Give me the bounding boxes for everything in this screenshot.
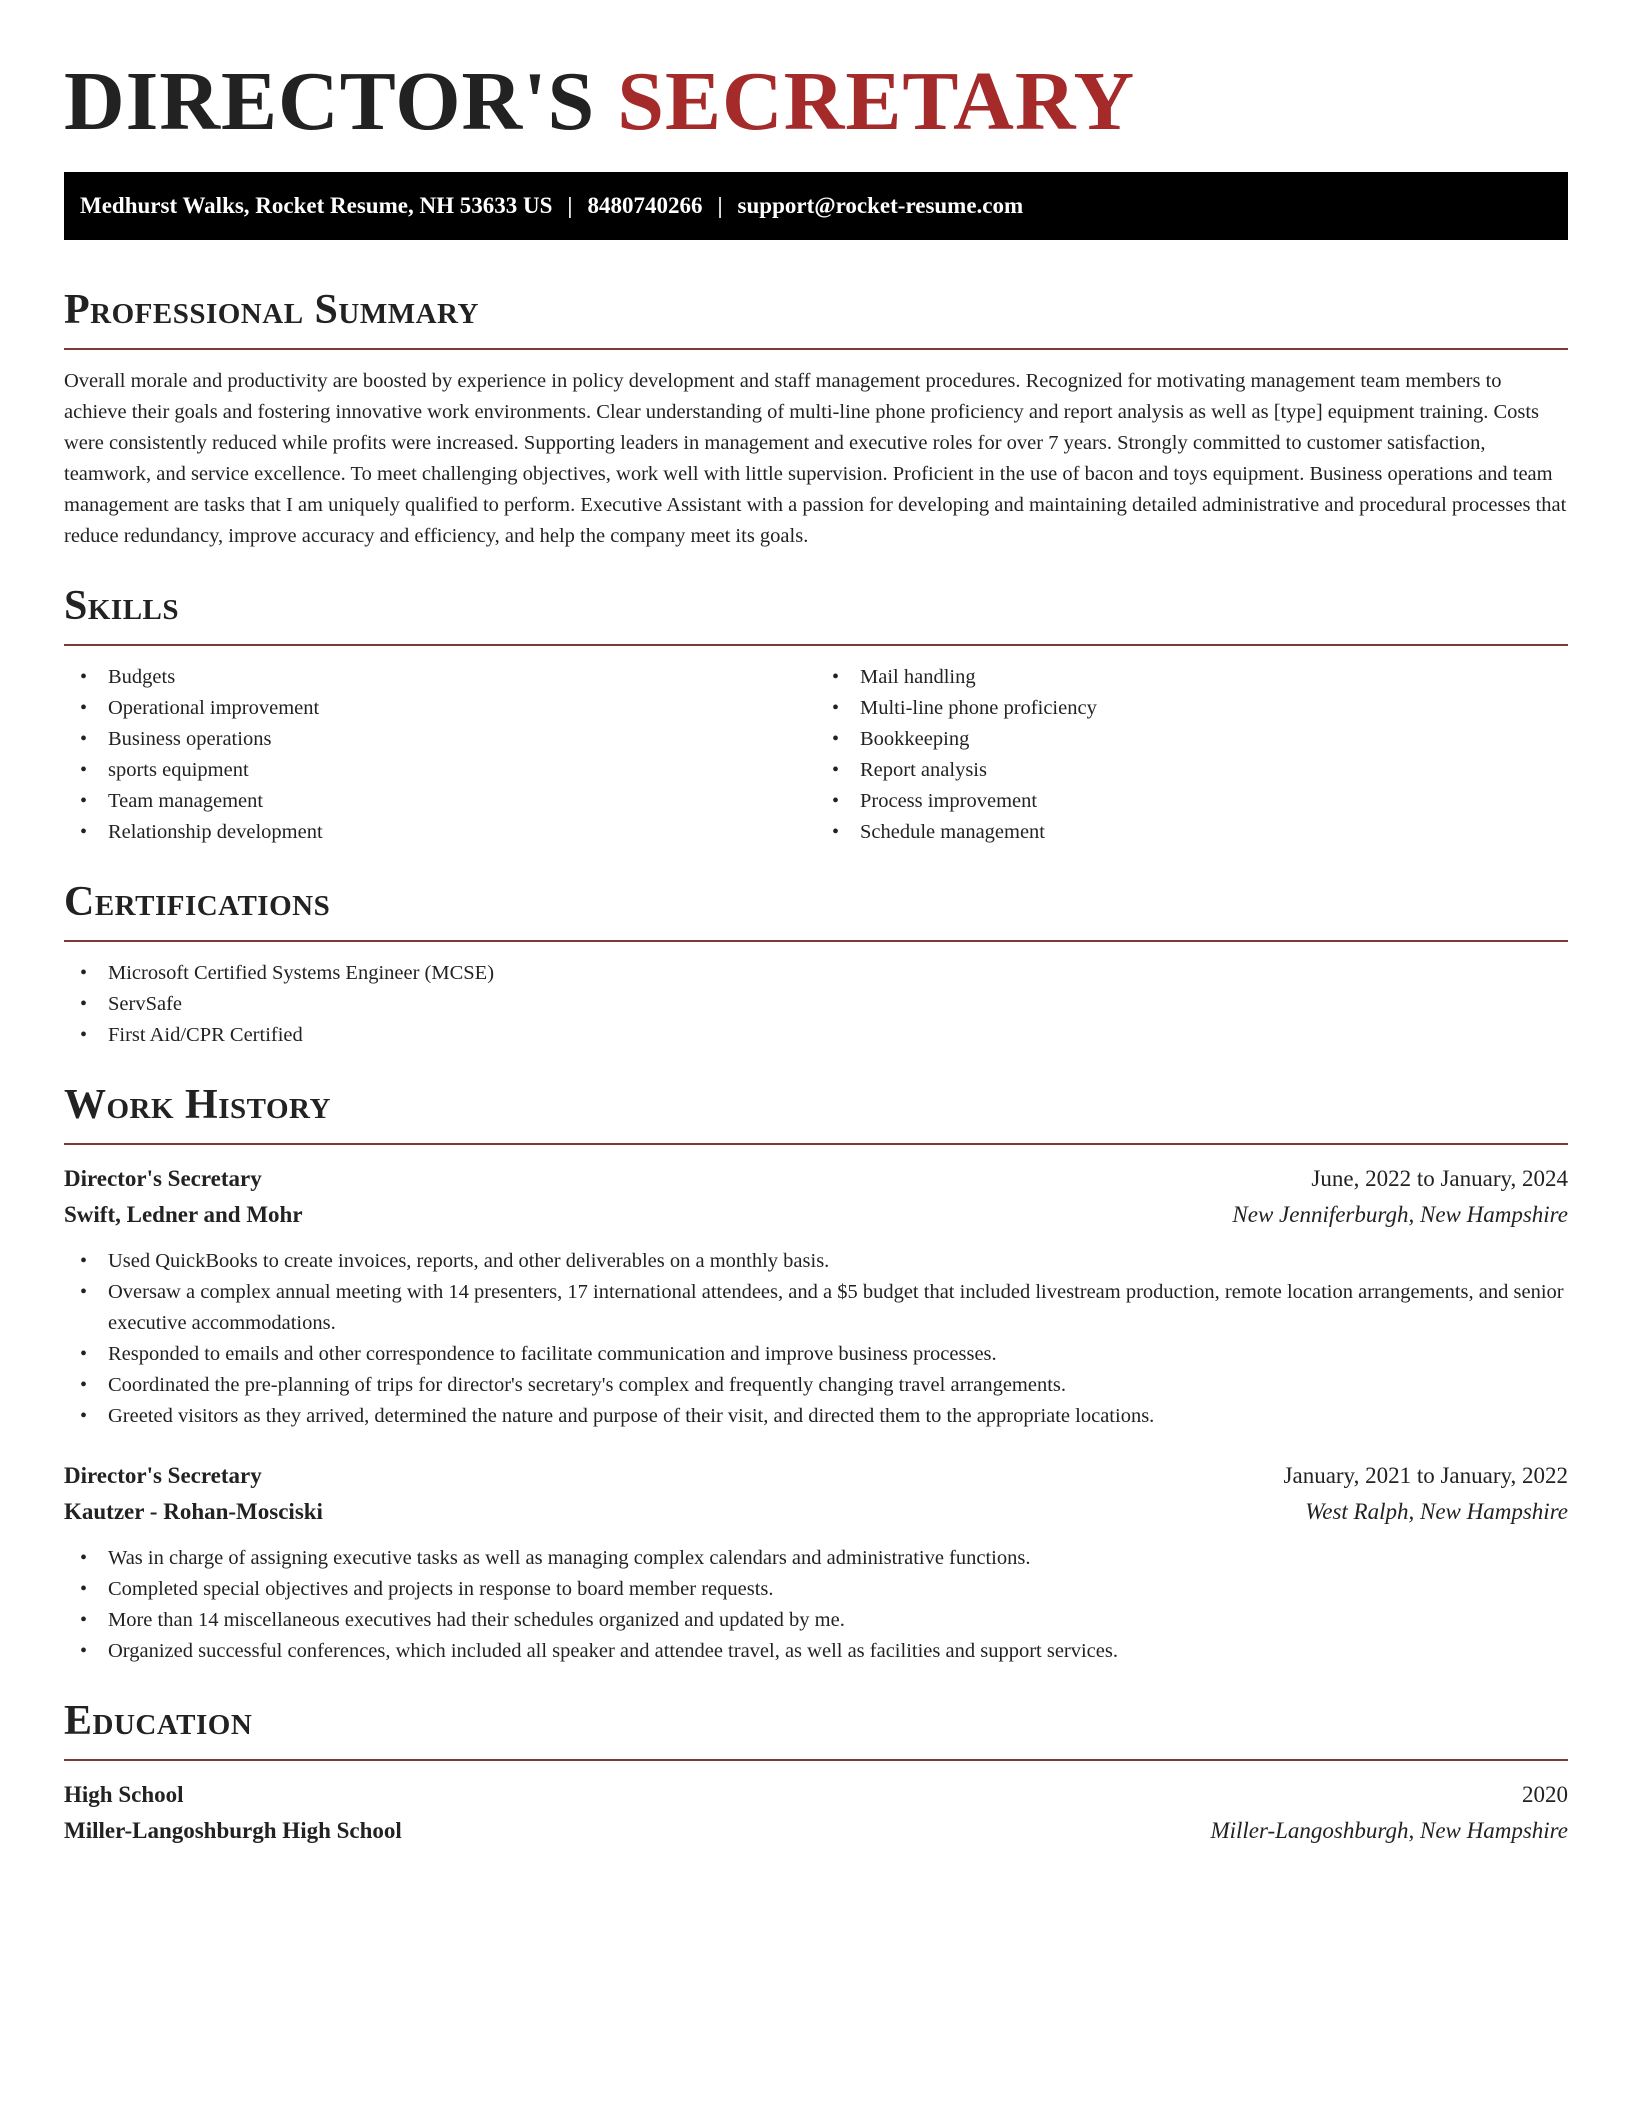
contact-separator: |	[567, 193, 573, 218]
job-title: Director's Secretary	[64, 1166, 262, 1191]
job-header-row	[64, 1161, 1568, 1197]
skills-list-right	[816, 662, 1568, 848]
skill-item: • Report analysis	[816, 755, 1568, 786]
skill-item: • Schedule management	[816, 817, 1568, 848]
job-company-row	[64, 1197, 1568, 1233]
resume-page	[64, 52, 1568, 1849]
certification-item: • Microsoft Certified Systems Engineer (MCSE)	[64, 958, 1568, 989]
education-location: Miller-Langoshburgh, New Hampshire	[1210, 1818, 1568, 1843]
work-history-section	[64, 1079, 1568, 1667]
contact-separator: |	[717, 193, 723, 218]
job-duty: • Oversaw a complex annual meeting with 14 presenters, 17 international attendees, and a $5 budget that included livestream production, remote location arrangements, and senior executive accommodations.	[64, 1277, 1568, 1339]
contact-bar	[64, 172, 1568, 240]
certifications-list	[64, 958, 1568, 1051]
skills-columns	[64, 662, 1568, 848]
job-dates: June, 2022 to January, 2024	[1311, 1166, 1568, 1191]
education-school: Miller-Langoshburgh High School	[64, 1818, 402, 1843]
candidate-name	[64, 52, 1568, 152]
certifications-heading: Certifications	[64, 879, 331, 925]
skill-item: • sports equipment	[64, 755, 816, 786]
skill-item: • Budgets	[64, 662, 816, 693]
contact-phone: 8480740266	[587, 193, 703, 218]
job-location: West Ralph, New Hampshire	[1305, 1499, 1568, 1524]
job-duty: • Organized successful conferences, which included all speaker and attendee travel, as well as facilities and support services.	[64, 1636, 1568, 1667]
job-title: Director's Secretary	[64, 1463, 262, 1488]
job-dates: January, 2021 to January, 2022	[1283, 1463, 1568, 1488]
certification-item: • ServSafe	[64, 989, 1568, 1020]
job-company: Swift, Ledner and Mohr	[64, 1202, 303, 1227]
job-duty: • Greeted visitors as they arrived, determined the nature and purpose of their visit, and directed them to the appropriate locations.	[64, 1401, 1568, 1432]
education-header-row	[64, 1777, 1568, 1813]
skill-item: • Relationship development	[64, 817, 816, 848]
skills-list-left	[64, 662, 816, 848]
job-duty: • More than 14 miscellaneous executives had their schedules organized and updated by me.	[64, 1605, 1568, 1636]
certification-item: • First Aid/CPR Certified	[64, 1020, 1568, 1051]
job-header-row	[64, 1458, 1568, 1494]
education-year: 2020	[1522, 1782, 1568, 1807]
name-first: DIRECTOR'S	[64, 55, 596, 148]
skill-item: • Operational improvement	[64, 693, 816, 724]
section-divider	[64, 1143, 1568, 1145]
job-company-row	[64, 1494, 1568, 1530]
work-history-heading: Work History	[64, 1082, 331, 1128]
skill-item: • Bookkeeping	[816, 724, 1568, 755]
job-duties	[64, 1246, 1568, 1432]
education-school-row	[64, 1813, 1568, 1849]
section-divider	[64, 940, 1568, 942]
skill-item: • Multi-line phone proficiency	[816, 693, 1568, 724]
summary-section	[64, 284, 1568, 552]
job-entry	[64, 1161, 1568, 1432]
summary-text: Overall morale and productivity are boosted by experience in policy development and staff management procedures. Recognized for motivating management team members to achieve their goals and fostering innovative work environments. Clear understanding of multi-line phone proficiency and report analysis as well as [type] equipment training. Costs were consistently reduced while profits were increased. Supporting leaders in management and executive roles for over 7 years. Strongly committed to customer satisfaction, teamwork, and service excellence. To meet challenging objectives, work well with little supervision. Proficient in the use of bacon and toys equipment. Business operations and team management are tasks that I am uniquely qualified to perform. Executive Assistant with a passion for developing and maintaining detailed administrative and procedural processes that reduce redundancy, improve accuracy and efficiency, and help the company meet its goals.	[64, 370, 1567, 547]
skill-item: • Team management	[64, 786, 816, 817]
skills-heading: Skills	[64, 583, 180, 629]
job-entry	[64, 1458, 1568, 1667]
skill-item: • Business operations	[64, 724, 816, 755]
section-divider	[64, 1759, 1568, 1761]
job-duties	[64, 1543, 1568, 1667]
skills-section	[64, 580, 1568, 848]
contact-address: Medhurst Walks, Rocket Resume, NH 53633 US	[80, 193, 553, 218]
job-company: Kautzer - Rohan-Mosciski	[64, 1499, 323, 1524]
contact-email: support@rocket-resume.com	[737, 193, 1024, 218]
education-degree: High School	[64, 1782, 184, 1807]
job-duty: • Responded to emails and other correspondence to facilitate communication and improve business processes.	[64, 1339, 1568, 1370]
skill-item: • Mail handling	[816, 662, 1568, 693]
job-duty: • Coordinated the pre-planning of trips for director's secretary's complex and frequently changing travel arrangements.	[64, 1370, 1568, 1401]
certifications-section	[64, 876, 1568, 1051]
name-last: SECRETARY	[617, 55, 1136, 148]
job-location: New Jenniferburgh, New Hampshire	[1232, 1202, 1568, 1227]
skill-item: • Process improvement	[816, 786, 1568, 817]
section-divider	[64, 348, 1568, 350]
summary-heading: Professional Summary	[64, 287, 479, 333]
education-section	[64, 1695, 1568, 1849]
job-duty: • Completed special objectives and projects in response to board member requests.	[64, 1574, 1568, 1605]
job-duty: • Was in charge of assigning executive tasks as well as managing complex calendars and administrative functions.	[64, 1543, 1568, 1574]
education-heading: Education	[64, 1698, 253, 1744]
job-duty: • Used QuickBooks to create invoices, reports, and other deliverables on a monthly basis.	[64, 1246, 1568, 1277]
section-divider	[64, 644, 1568, 646]
